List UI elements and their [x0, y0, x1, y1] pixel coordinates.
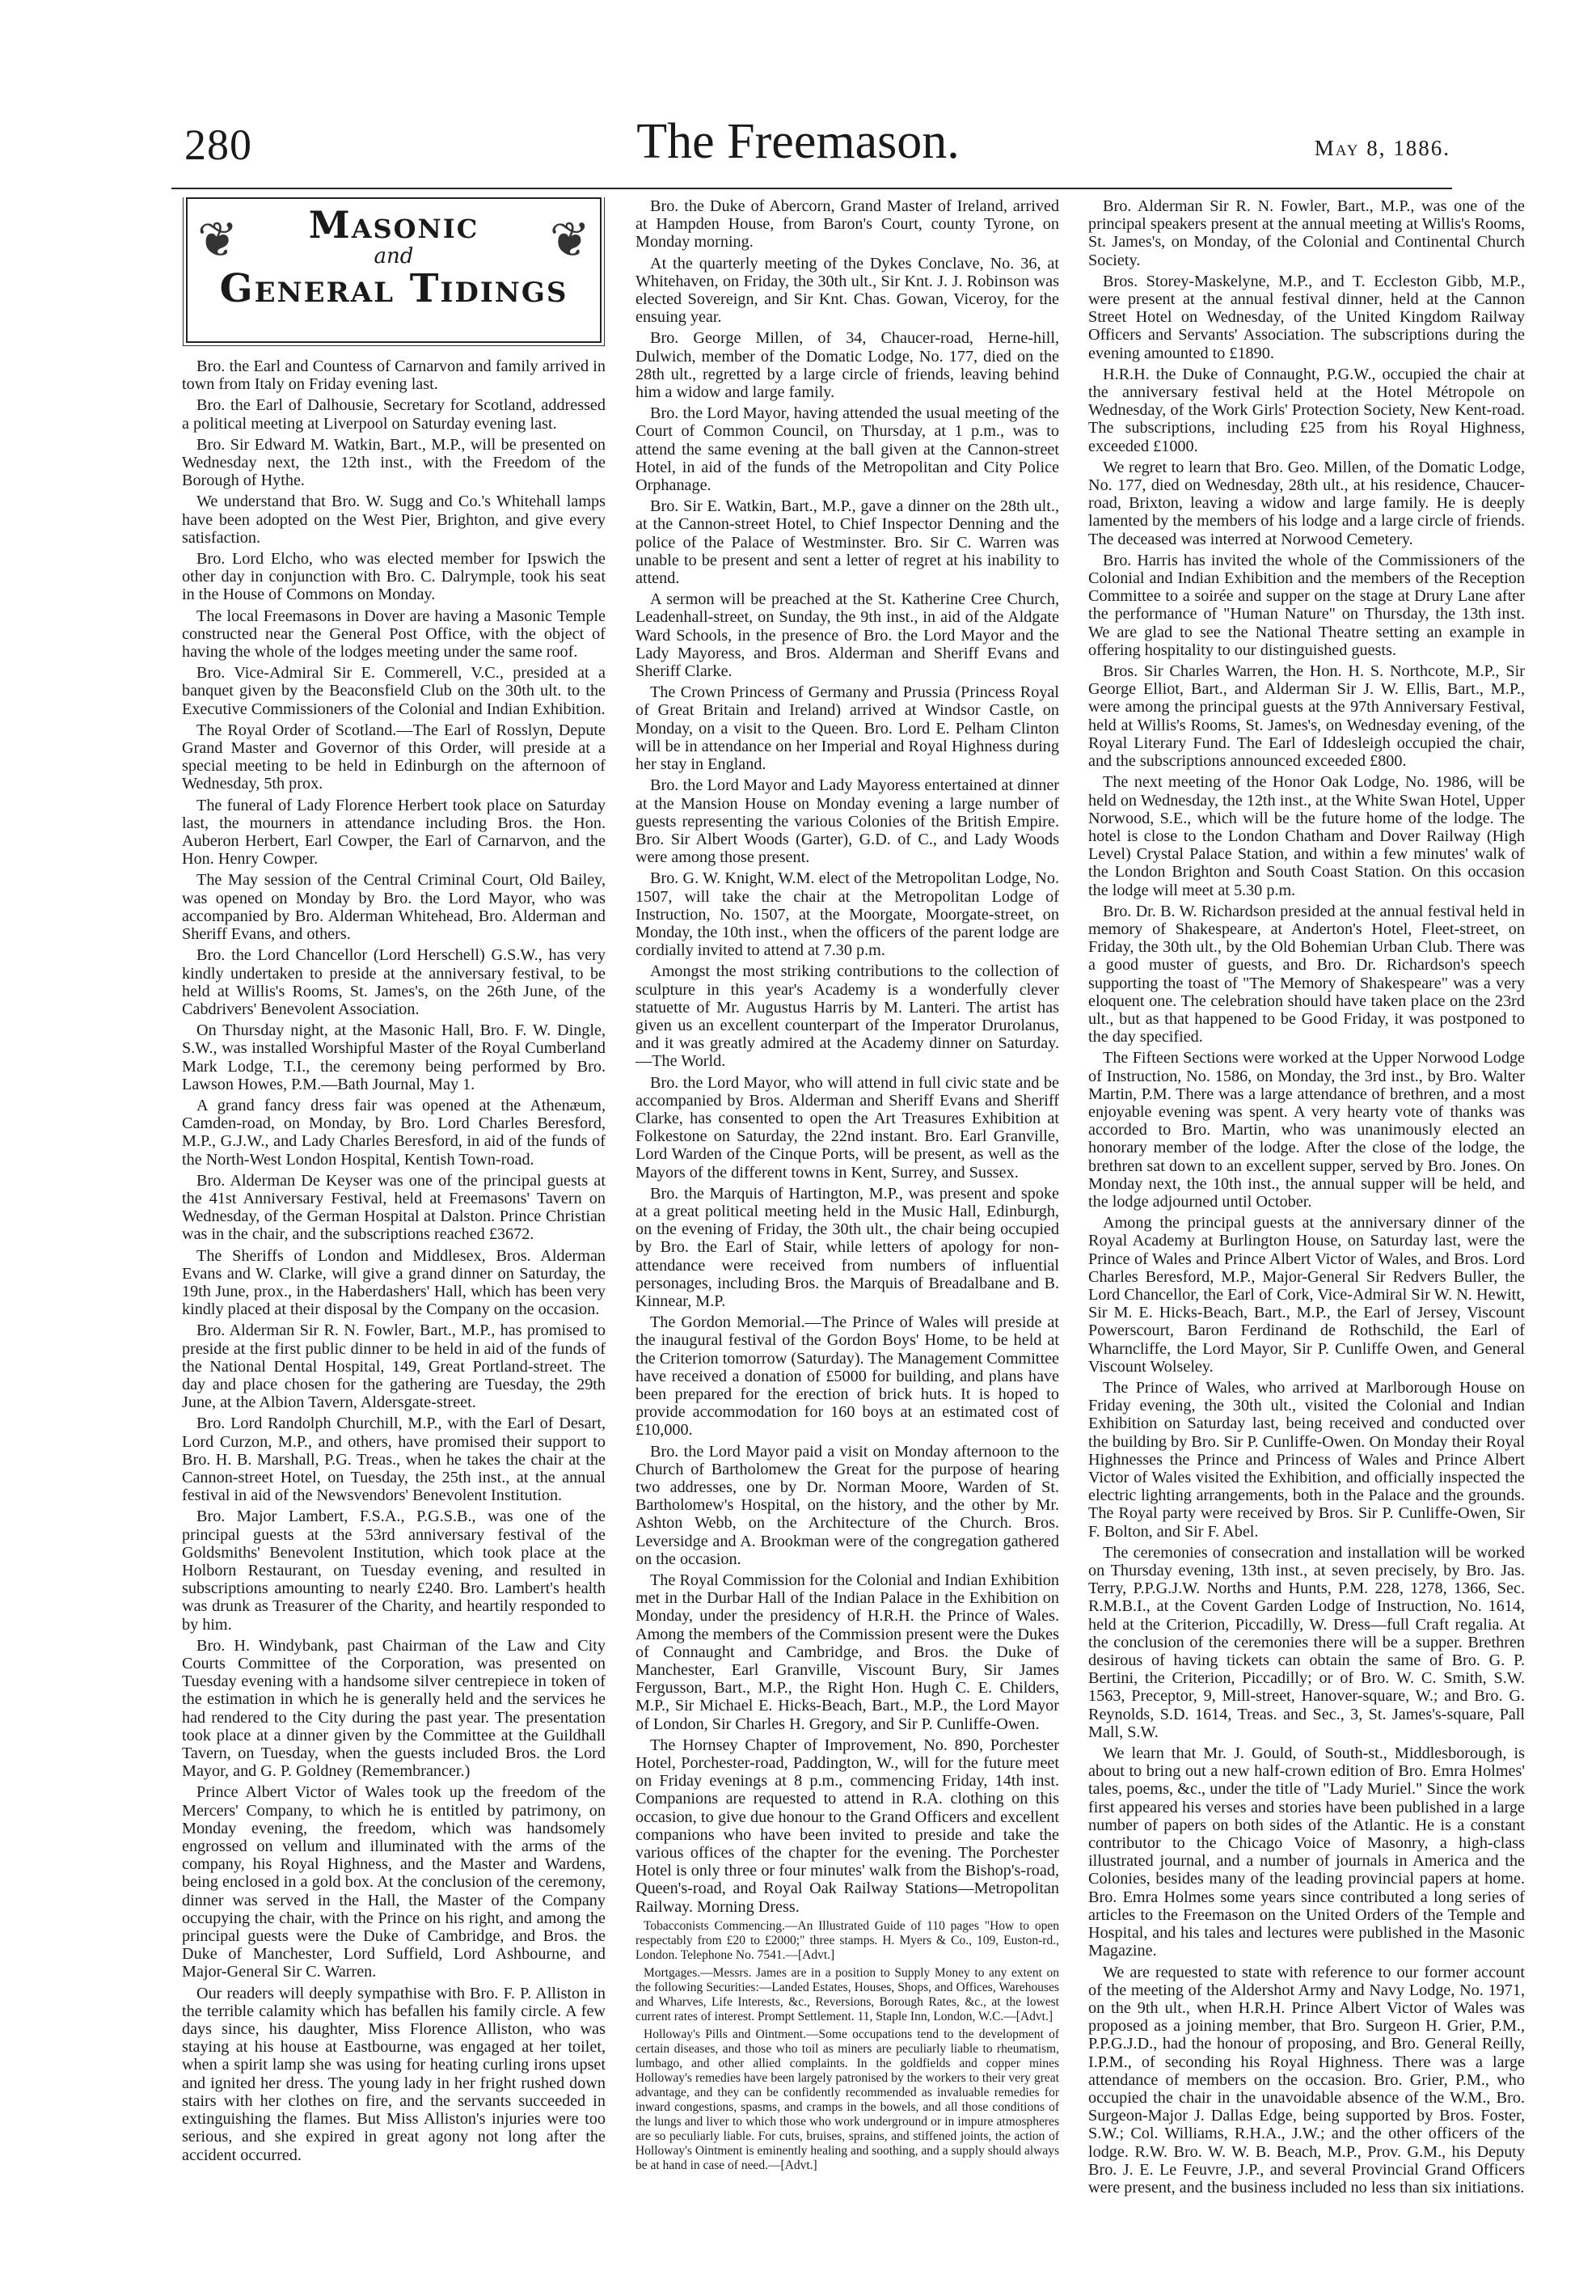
header-rule: [171, 188, 1452, 189]
news-paragraph: A sermon will be preached at the St. Katherine Cree Church, Leadenhall-street, on Sunday, the 9th inst., in aid of the Aldgate Ward Schools, in the presence of Bro. the Lord Mayor and the Lady Mayoress, and Bros. Alderman and Sheriff Evans and Sheriff Clarke.: [635, 590, 1059, 681]
news-paragraph: The Royal Commission for the Colonial and Indian Exhibition met in the Durbar Hall of the Indian Palace in the Exhibition on Monday, under the presidency of H.R.H. the Prince of Wales. Among the members of the Commission present were the Dukes of Connaught and Cambridge, and Bros. the Duke of Manchester, Earl Granville, Viscount Bury, Sir James Fergusson, Bart., M.P., the Right Hon. Hugh C. E. Childers, M.P., Sir Michael E. Hicks-Beach, Bart., M.P., the Lord Mayor of London, Sir Charles H. Gregory, and Sir P. Cunliffe-Owen.: [635, 1571, 1059, 1733]
news-paragraph: Bro. Lord Randolph Churchill, M.P., with the Earl of Desart, Lord Curzon, M.P., and others, have promised their support to Bro. H. B. Marshall, P.G. Treas., when he takes the chair at the Cannon-street Hotel, on Tuesday, the 25th inst., at the annual festival in aid of the Newsvendors' Benevolent Institution.: [182, 1414, 606, 1505]
section-title-line3: General Tidings: [219, 266, 568, 311]
page-header: [0, 0, 1596, 186]
news-paragraph: Bros. Storey-Maskelyne, M.P., and T. Eccleston Gibb, M.P., were present at the annual festival dinner, held at the Cannon Street Hotel on Wednesday, of the United Kingdom Railway Officers and Servants' Association. The subscriptions during the evening amounted to £1890.: [1088, 272, 1525, 362]
news-paragraph: Bro. George Millen, of 34, Chaucer-road, Herne-hill, Dulwich, member of the Domatic Lodge, No. 177, died on the 28th ult., regretted by a large circle of friends, leaving behind him a widow and large family.: [635, 329, 1059, 402]
advertisement-paragraph: Holloway's Pills and Ointment.—Some occupations tend to the development of certain diseases, and those who toil as miners are peculiarly liable to rheumatism, lumbago, and other allied complaints. In the goldfields and copper mines Holloway's remedies have been largely patronised by the workers to their very great advantage, and they can be confidently recommended as invaluable remedies for inward congestions, spasms, and cramps in the bowels, and all those conditions of the lungs and liver to which those who work underground or in impure atmospheres are so peculiarly liable. For cuts, bruises, sprains, and stiffened joints, the action of Holloway's Ointment is eminently healing and soothing, and a supply should always be at hand in case of need.—[Advt.]: [635, 2027, 1059, 2172]
advertisement-paragraph: Mortgages.—Messrs. James are in a position to Supply Money to any extent on the following Securities:—Landed Estates, Houses, Shops, and Offices, Warehouses and Wharves, Life Interests, &c., Reversions, Borough Rates, &c., at the lowest current rates of interest. Prompt Settlement. 11, Staple Inn, London, W.C.—[Advt.]: [635, 1965, 1059, 2023]
issue-date: May 8, 1886.: [1314, 136, 1450, 160]
ornament-left-icon: ❦: [197, 214, 239, 267]
news-paragraph: Bro. the Earl of Dalhousie, Secretary for Scotland, addressed a political meeting at Liverpool on Saturday evening last.: [182, 396, 606, 433]
news-paragraph: Bro. the Lord Chancellor (Lord Herschell) G.S.W., has very kindly undertaken to preside at the anniversary festival, to be held at Willis's Rooms, St. James's, on the 26th June, of the Cabdrivers' Benevolent Association.: [182, 946, 606, 1018]
news-paragraph: Amongst the most striking contributions to the collection of sculpture in this year's Academy is a wonderfully clever statuette of Mr. Augustus Harris by M. Lanteri. The artist has given us an excellent counterpart of the Imperator Drurolanus, and it was greatly admired at the Academy dinner on Saturday.—The World.: [635, 962, 1059, 1071]
news-paragraph: Our readers will deeply sympathise with Bro. F. P. Alliston in the terrible calamity which has befallen his family circle. A few days since, his daughter, Miss Florence Alliston, who was staying at his house at Eastbourne, was engaged at her toilet, when a spirit lamp she was using for heating curling irons upset and ignited her dress. The young lady in her fright rushed down stairs with her clothes on fire, and the servants succeeded in extinguishing the flames. But Miss Alliston's injuries were too serious, and she expired in great agony not long after the accident occurred.: [182, 1984, 606, 2164]
news-paragraph: Among the principal guests at the anniversary dinner of the Royal Academy at Burlington House, on Saturday last, were the Prince of Wales and Prince Albert Victor of Wales, and Bros. Lord Charles Beresford, M.P., Major-General Sir Redvers Buller, the Lord Chancellor, the Earl of Cork, Vice-Admiral Sir W. N. Hewitt, Sir M. E. Hicks-Beach, Bart., M.P., the Earl of Jersey, Viscount Powerscourt, Baron Ferdinand de Rothschild, the Earl of Wharncliffe, the Lord Mayor, Sir P. Cunliffe Owen, and General Viscount Wolseley.: [1088, 1214, 1525, 1376]
news-paragraph: H.R.H. the Duke of Connaught, P.G.W., occupied the chair at the anniversary festival held at the Hotel Métropole on Wednesday, of the Work Girls' Protection Society, New Kent-road. The subscriptions, including £25 from his Royal Highness, exceeded £1000.: [1088, 365, 1525, 455]
ornament-right-icon: ❦: [549, 214, 590, 267]
column-2: [635, 197, 1059, 2276]
news-paragraph: Bro. G. W. Knight, W.M. elect of the Metropolitan Lodge, No. 1507, will take the chair at the Metropolitan Lodge of Instruction, No. 1507, at the Moorgate, Moorgate-street, on Monday, the 10th inst., when the officers of the parent lodge are cordially invited to attend at 7.30 p.m.: [635, 869, 1059, 960]
news-paragraph: Bro. the Lord Mayor and Lady Mayoress entertained at dinner at the Mansion House on Monday evening a large number of guests representing the various Colonies of the British Empire. Bro. Sir Albert Woods (Garter), G.D. of C., and Lady Woods were among those present.: [635, 776, 1059, 867]
news-paragraph: Bro. the Marquis of Hartington, M.P., was present and spoke at a great political meeting held in the Music Hall, Edinburgh, on the evening of Friday, the 30th ult., the chair being occupied by Bro. the Earl of Stair, while letters of apology for non-attendance were received from numbers of influential personages, including Bros. the Marquis of Breadalbane and B. Kinnear, M.P.: [635, 1184, 1059, 1310]
news-paragraph: The Fifteen Sections were worked at the Upper Norwood Lodge of Instruction, No. 1586, on Monday, the 3rd inst., by Bro. Walter Martin, P.M. There was a large attendance of brethren, and a most enjoyable evening was spent. A very hearty vote of thanks was accorded to Bro. Martin, who was unanimously elected an honorary member of the lodge. After the close of the lodge, the brethren sat down to an excellent supper, served by Bro. Jones. On Monday next, the 10th inst., the annual supper will be held, and the lodge adjourned until October.: [1088, 1049, 1525, 1211]
news-paragraph: Bro. Alderman Sir R. N. Fowler, Bart., M.P., has promised to preside at the first public dinner to be held in aid of the funds of the National Dental Hospital, 149, Great Portland-street. The day and place chosen for the gathering are Tuesday, the 29th June, at the Albion Tavern, Aldersgate-street.: [182, 1321, 606, 1412]
news-paragraph: Bro. Vice-Admiral Sir E. Commerell, V.C., presided at a banquet given by the Beaconsfield Club on the 30th ult. to the Executive Commissioners of the Colonial and Indian Exhibition.: [182, 664, 606, 718]
news-paragraph: Bro. H. Windybank, past Chairman of the Law and City Courts Committee of the Corporation, was presented on Tuesday evening with a handsome silver centrepiece in token of the estimation in which he is generally held and the services he had rendered to the City during the past year. The presentation took place at a dinner given by the Committee at the Guildhall Tavern, on Tuesday, when the guests included Bros. the Lord Mayor, and G. P. Goldney (Remembrancer.): [182, 1636, 606, 1781]
news-paragraph: The Prince of Wales, who arrived at Marlborough House on Friday evening, the 30th ult., visited the Colonial and Indian Exhibition on Saturday last, being received and conducted over the building by Bro. Sir P. Cunliffe-Owen. On Monday their Royal Highnesses the Prince and Princess of Wales and Prince Albert Victor of Wales visited the Exhibition, and officially inspected the electric lighting arrangements, both in the Palace and the grounds. The Royal party were received by Bros. Sir P. Cunliffe-Owen, Sir F. Bolton, and Sir F. Abel.: [1088, 1379, 1525, 1541]
news-paragraph: Bro. the Lord Mayor, having attended the usual meeting of the Court of Common Council, on Thursday, at 1 p.m., was to attend the same evening at the ball given at the Cannon-street Hotel, in aid of the funds of the Metropolitan and City Police Orphanage.: [635, 404, 1059, 495]
news-paragraph: We are requested to state with reference to our former account of the meeting of the Aldershot Army and Navy Lodge, No. 1971, on the 9th ult., when H.R.H. Prince Albert Victor of Wales was proposed as a joining member, that Bro. Surgeon H. Grier, P.M., P.P.G.J.D., had the honour of proposing, and Bro. General Reilly, I.P.M., of seconding his Royal Highness. There was a large attendance of members on the occasion. Bro. Grier, P.M., who occupied the chair in the unavoidable absence of the W.M., Bro. Surgeon-Major J. Dallas Edge, being supported by Bros. Foster, S.W.; Col. Williams, R.H.A., J.W.; and the other officers of the lodge. R.W. Bro. W. W. B. Beach, M.P., Prov. G.M., his Deputy Bro. J. E. Le Feuvre, J.P., and several Provincial Grand Officers were present, and the business included no less than six initiations.: [1088, 1963, 1525, 2197]
column-3: [1088, 197, 1525, 2276]
news-paragraph: Bro. Sir E. Watkin, Bart., M.P., gave a dinner on the 28th ult., at the Cannon-street Hotel, to Chief Inspector Denning and the police of the Palace of Westminster. Bro. Sir C. Warren was unable to be present and sent a letter of regret at his inability to attend.: [635, 497, 1059, 588]
news-paragraph: Bro. Lord Elcho, who was elected member for Ipswich the other day in conjunction with Bro. C. Dalrymple, took his seat in the House of Commons on Monday.: [182, 550, 606, 604]
news-paragraph: Bro. Alderman De Keyser was one of the principal guests at the 41st Anniversary Festival, held at Freemasons' Tavern on Wednesday, of the German Hospital at Dalston. Prince Christian was in the chair, and the subscriptions reached £3672.: [182, 1171, 606, 1244]
news-paragraph: Prince Albert Victor of Wales took up the freedom of the Mercers' Company, to which he is entitled by patrimony, on Monday evening, the freedom, which was handsomely engrossed on vellum and illuminated with the arms of the company, his Royal Highness, and the Master and Wardens, being enclosed in a gold box. At the conclusion of the ceremony, dinner was served in the Hall, the Master of the Company occupying the chair, with the Prince on his right, and among the principal guests were the Duke of Cambridge, and Bros. the Duke of Manchester, Lord Suffield, Lord Ashbourne, and Major-General Sir C. Warren.: [182, 1783, 606, 1981]
news-paragraph: The Gordon Memorial.—The Prince of Wales will preside at the inaugural festival of the Gordon Boys' Home, to be held at the Criterion tomorrow (Saturday). The Management Committee have received a donation of £5000 for building, and plans have been prepared for the erection of brick huts. It is hoped to provide accommodation for 160 boys at an estimated cost of £10,000.: [635, 1313, 1059, 1440]
news-paragraph: Bro. the Earl and Countess of Carnarvon and family arrived in town from Italy on Friday evening last.: [182, 357, 606, 394]
news-paragraph: Bro. the Duke of Abercorn, Grand Master of Ireland, arrived at Hampden House, from Baron's Court, county Tyrone, on Monday morning.: [635, 197, 1059, 252]
column-1: [182, 197, 606, 2276]
news-paragraph: The Crown Princess of Germany and Prussia (Princess Royal of Great Britain and Ireland) arrived at Windsor Castle, on Monday, on a visit to the Queen. Bro. Lord E. Pelham Clinton will be in attendance on her Imperial and Royal Highness during her stay in England.: [635, 683, 1059, 774]
news-paragraph: Bro. the Lord Mayor, who will attend in full civic state and be accompanied by Bros. Alderman and Sheriff Evans and Sheriff Clarke, has consented to open the Art Treasures Exhibition at Folkestone on Saturday, the 22nd instant. Bro. Earl Granville, Lord Warden of the Cinque Ports, will be present, as well as the Mayors of the different towns in Kent, Surrey, and Sussex.: [635, 1073, 1059, 1182]
section-title-line2: and: [374, 244, 414, 269]
news-paragraph: The funeral of Lady Florence Herbert took place on Saturday last, the mourners in attendance including Bros. the Hon. Auberon Herbert, Earl Cowper, the Earl of Carnarvon, and the Hon. Henry Cowper.: [182, 796, 606, 869]
news-paragraph: Bro. the Lord Mayor paid a visit on Monday afternoon to the Church of Bartholomew the Great for the purpose of hearing two addresses, one by Dr. Norman Moore, Warden of St. Bartholomew's Hospital, on the history, and the other by Mr. Ashton Webb, on the Architecture of the Church. Bros. Leversidge and A. Brookman were of the congregation gathered on the occasion.: [635, 1442, 1059, 1568]
news-paragraph: The ceremonies of consecration and installation will be worked on Thursday evening, 13th inst., at seven precisely, by Bro. Jas. Terry, P.P.G.J.W. Norths and Hunts, P.M. 228, 1278, 1366, Sec. R.M.B.I., at the Covent Garden Lodge of Instruction, No. 1614, held at the Criterion, Piccadilly, W. Dress—full Craft regalia. At the conclusion of the ceremonies there will be a supper. Brethren desirous of having tickets can obtain the same of Bro. G. P. Bertini, the Criterion, Piccadilly; or of Bro. W. C. Smith, S.W. 1563, Preceptor, 9, Mill-street, Hanover-square, W.; and Bro. G. Reynolds, S.D. 1614, Treas. and Sec., 3, St. James's-square, Pall Mall, S.W.: [1088, 1543, 1525, 1741]
news-paragraph: Bro. Harris has invited the whole of the Commissioners of the Colonial and Indian Exhibition and the members of the Reception Committee to a soirée and supper on the stage at Drury Lane after the performance of "Human Nature" on Thursday, the 13th inst. We are glad to see the National Theatre setting an example in offering hospitality to our distinguished guests.: [1088, 551, 1525, 659]
news-paragraph: We understand that Bro. W. Sugg and Co.'s Whitehall lamps have been adopted on the West Pier, Brighton, and give every satisfaction.: [182, 493, 606, 547]
column-3-paragraphs: [1088, 197, 1525, 2197]
news-paragraph: At the quarterly meeting of the Dykes Conclave, No. 36, at Whitehaven, on Friday, the 30th ult., Sir Knt. J. J. Robinson was elected Sovereign, and Sir Knt. Chas. Gowan, Viceroy, for the ensuing year.: [635, 254, 1059, 327]
news-paragraph: A grand fancy dress fair was opened at the Athenæum, Camden-road, on Monday, by Bro. Lord Charles Beresford, M.P., G.J.W., and Lady Charles Beresford, in aid of the funds of the North-West London Hospital, Kentish Town-road.: [182, 1096, 606, 1169]
news-paragraph: The Hornsey Chapter of Improvement, No. 890, Porchester Hotel, Porchester-road, Paddington, W., will for the future meet on Friday evenings at 8 p.m., commencing Friday, 14th inst. Companions are requested to attend in R.A. clothing on this occasion, to give due honour to the Grand Officers and excellent companions who have been invited to preside and take the various offices of the chapter for the evening. The Porchester Hotel is only three or four minutes' walk from the Bishop's-road, Queen's-road, and Royal Oak Railway Stations—Metropolitan Railway. Morning Dress.: [635, 1736, 1059, 1916]
news-paragraph: The Sheriffs of London and Middlesex, Bros. Alderman Evans and W. Clarke, will give a grand dinner on Saturday, the 19th June, prox., in the Haberdashers' Hall, which has been very kindly placed at their disposal by the Company on the occasion.: [182, 1246, 606, 1319]
news-paragraph: Bro. Dr. B. W. Richardson presided at the annual festival held in memory of Shakespeare, at Anderton's Hotel, Fleet-street, on Friday, the 30th ult., by the Old Bohemian Urban Club. There was a good muster of guests, and Bro. Dr. Richardson's speech supporting the toast of "The Memory of Shakespeare" was a very eloquent one. The celebration should have taken place on the 23rd ult., but as that happened to be Good Friday, it was postponed to the day specified.: [1088, 902, 1525, 1047]
page-number: 280: [184, 121, 252, 169]
news-paragraph: We learn that Mr. J. Gould, of South-st., Middlesborough, is about to bring out a new half-crown edition of Bro. Emra Holmes' tales, poems, &c., under the title of "Lady Muriel." Since the work first appeared his verses and stories have been published in a large number of papers on both sides of the Atlantic. He is a constant contributor to the Chicago Voice of Masonry, a high-class illustrated journal, and a number of journals in America and the Colonies, besides many of the leading provincial papers at home. Bro. Emra Holmes some years since contributed a long series of articles to the Freemason on the United Orders of the Temple and Hospital, and his tales and lectures were published in the Masonic Magazine.: [1088, 1744, 1525, 1960]
news-paragraph: The May session of the Central Criminal Court, Old Bailey, was opened on Monday by Bro. the Lord Mayor, who was accompanied by Bro. Alderman Whitehead, Bro. Alderman and Sheriff Evans, and others.: [182, 871, 606, 944]
news-paragraph: Bro. Major Lambert, F.S.A., P.G.S.B., was one of the principal guests at the 53rd anniversary festival of the Goldsmiths' Benevolent Institution, which took place at the Holborn Restaurant, on Tuesday evening, and resulted in subscriptions amounting to nearly £240. Bro. Lambert's health was drunk as Treasurer of the Charity, and heartily responded to by him.: [182, 1507, 606, 1634]
news-paragraph: We regret to learn that Bro. Geo. Millen, of the Domatic Lodge, No. 177, died on Wednesday, 28th ult., at his residence, Chaucer-road, Brixton, leaving a widow and large family. He is deeply lamented by the members of his lodge and a large circle of friends. The deceased was interred at Norwood Cemetery.: [1088, 458, 1525, 548]
column-2-paragraphs: [635, 197, 1059, 1916]
news-paragraph: Bro. Alderman Sir R. N. Fowler, Bart., M.P., was one of the principal speakers present at the annual meeting at Willis's Rooms, St. James's, on Monday, of the Colonial and Continental Church Society.: [1088, 197, 1525, 269]
advertisement-paragraph: Tobacconists Commencing.—An Illustrated Guide of 110 pages "How to open respectably from £20 to £2000;" three stamps. H. Myers & Co., 109, Euston-rd., London. Telephone No. 7541.—[Advt.]: [635, 1918, 1059, 1962]
news-paragraph: Bros. Sir Charles Warren, the Hon. H. S. Northcote, M.P., Sir George Elliot, Bart., and Alderman Sir J. W. Ellis, Bart., M.P., were among the principal guests at the 97th Anniversary Festival, held at Willis's Rooms, St. James's, on Wednesday evening, of the Royal Literary Fund. The Earl of Iddesleigh occupied the chair, and the subscriptions announced exceeded £800.: [1088, 662, 1525, 771]
section-title-box: [186, 197, 602, 343]
advertisements: [635, 1919, 1059, 2173]
column-1-paragraphs: [182, 357, 606, 2164]
news-paragraph: Bro. Sir Edward M. Watkin, Bart., M.P., will be presented on Wednesday next, the 12th inst., with the Freedom of the Borough of Hythe.: [182, 435, 606, 490]
masthead-title: The Freemason.: [636, 114, 960, 169]
section-title-line1: Masonic: [308, 203, 479, 247]
news-paragraph: On Thursday night, at the Masonic Hall, Bro. F. W. Dingle, S.W., was installed Worshipful Master of the Royal Cumberland Mark Lodge, T.I., the ceremony being performed by Bro. Lawson Howes, P.M.—Bath Journal, May 1.: [182, 1021, 606, 1093]
news-paragraph: The Royal Order of Scotland.—The Earl of Rosslyn, Depute Grand Master and Governor of this Order, will preside at a special meeting to be held in Edinburgh on the afternoon of Wednesday, 5th prox.: [182, 721, 606, 793]
news-paragraph: The local Freemasons in Dover are having a Masonic Temple constructed near the General Post Office, with the object of having the whole of the lodges meeting under the same roof.: [182, 607, 606, 662]
news-paragraph: The next meeting of the Honor Oak Lodge, No. 1986, will be held on Wednesday, the 12th inst., at the White Swan Hotel, Upper Norwood, S.E., which will be the future home of the lodge. The hotel is close to the London Chatham and Dover Railway (High Level) Crystal Palace Station, and within a few minutes' walk of the London Brighton and South Coast Station. On this occasion the lodge will meet at 5.30 p.m.: [1088, 773, 1525, 899]
